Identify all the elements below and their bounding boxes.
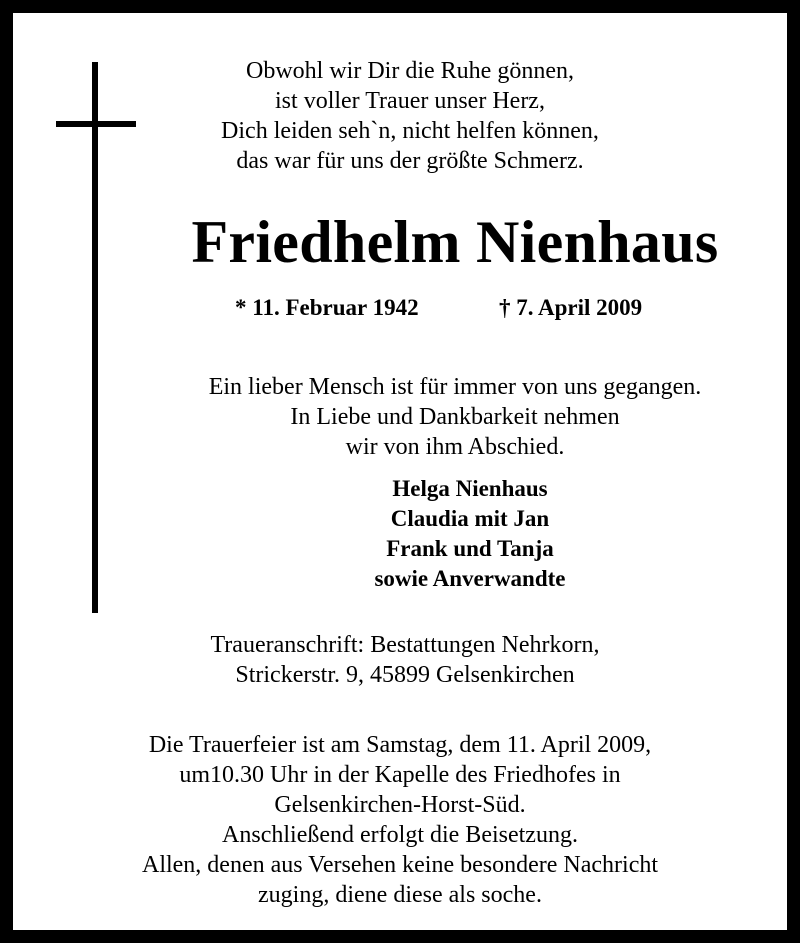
ceremony-line: Gelsenkirchen-Horst-Süd. [274, 792, 526, 818]
deceased-name: Friedhelm Nienhaus [191, 209, 719, 275]
mourner-name: sowie Anverwandte [374, 566, 566, 591]
memorial-verse [160, 56, 660, 176]
mourner-name: Helga Nienhaus [392, 476, 548, 501]
farewell-line: wir von ihm Abschied. [345, 434, 565, 460]
ceremony-line: um10.30 Uhr in der Kapelle des Friedhofes in [179, 762, 621, 788]
verse-line: ist voller Trauer unser Herz, [275, 88, 545, 114]
farewell-line: In Liebe und Dankbarkeit nehmen [290, 404, 620, 430]
address-line: Strickerstr. 9, 45899 Gelsenkirchen [235, 662, 575, 688]
ceremony-line: zuging, diene diese als soche. [258, 882, 542, 908]
death-date: † 7. April 2009 [499, 295, 643, 320]
mourner-name: Claudia mit Jan [390, 506, 550, 531]
cross-icon [92, 62, 98, 613]
verse-line: Dich leiden seh`n, nicht helfen können, [221, 118, 599, 144]
mourning-address [170, 630, 640, 690]
verse-line: Obwohl wir Dir die Ruhe gönnen, [246, 58, 574, 84]
funeral-details [60, 730, 740, 910]
address-line: Traueranschrift: Bestattungen Nehrkorn, [210, 632, 600, 658]
mourners-list [270, 474, 670, 594]
cross-icon-crossbar [56, 121, 136, 127]
farewell-line: Ein lieber Mensch ist für immer von uns gegangen. [208, 374, 702, 400]
mourner-name: Frank und Tanja [386, 536, 554, 561]
birth-date: * 11. Februar 1942 [235, 295, 419, 320]
ceremony-line: Anschließend erfolgt die Beisetzung. [222, 822, 578, 848]
ceremony-line: Die Trauerfeier ist am Samstag, dem 11. April 2009, [148, 732, 652, 758]
farewell-text [155, 372, 755, 462]
verse-line: das war für uns der größte Schmerz. [236, 148, 584, 174]
ceremony-line: Allen, denen aus Versehen keine besondere Nachricht [141, 852, 659, 878]
